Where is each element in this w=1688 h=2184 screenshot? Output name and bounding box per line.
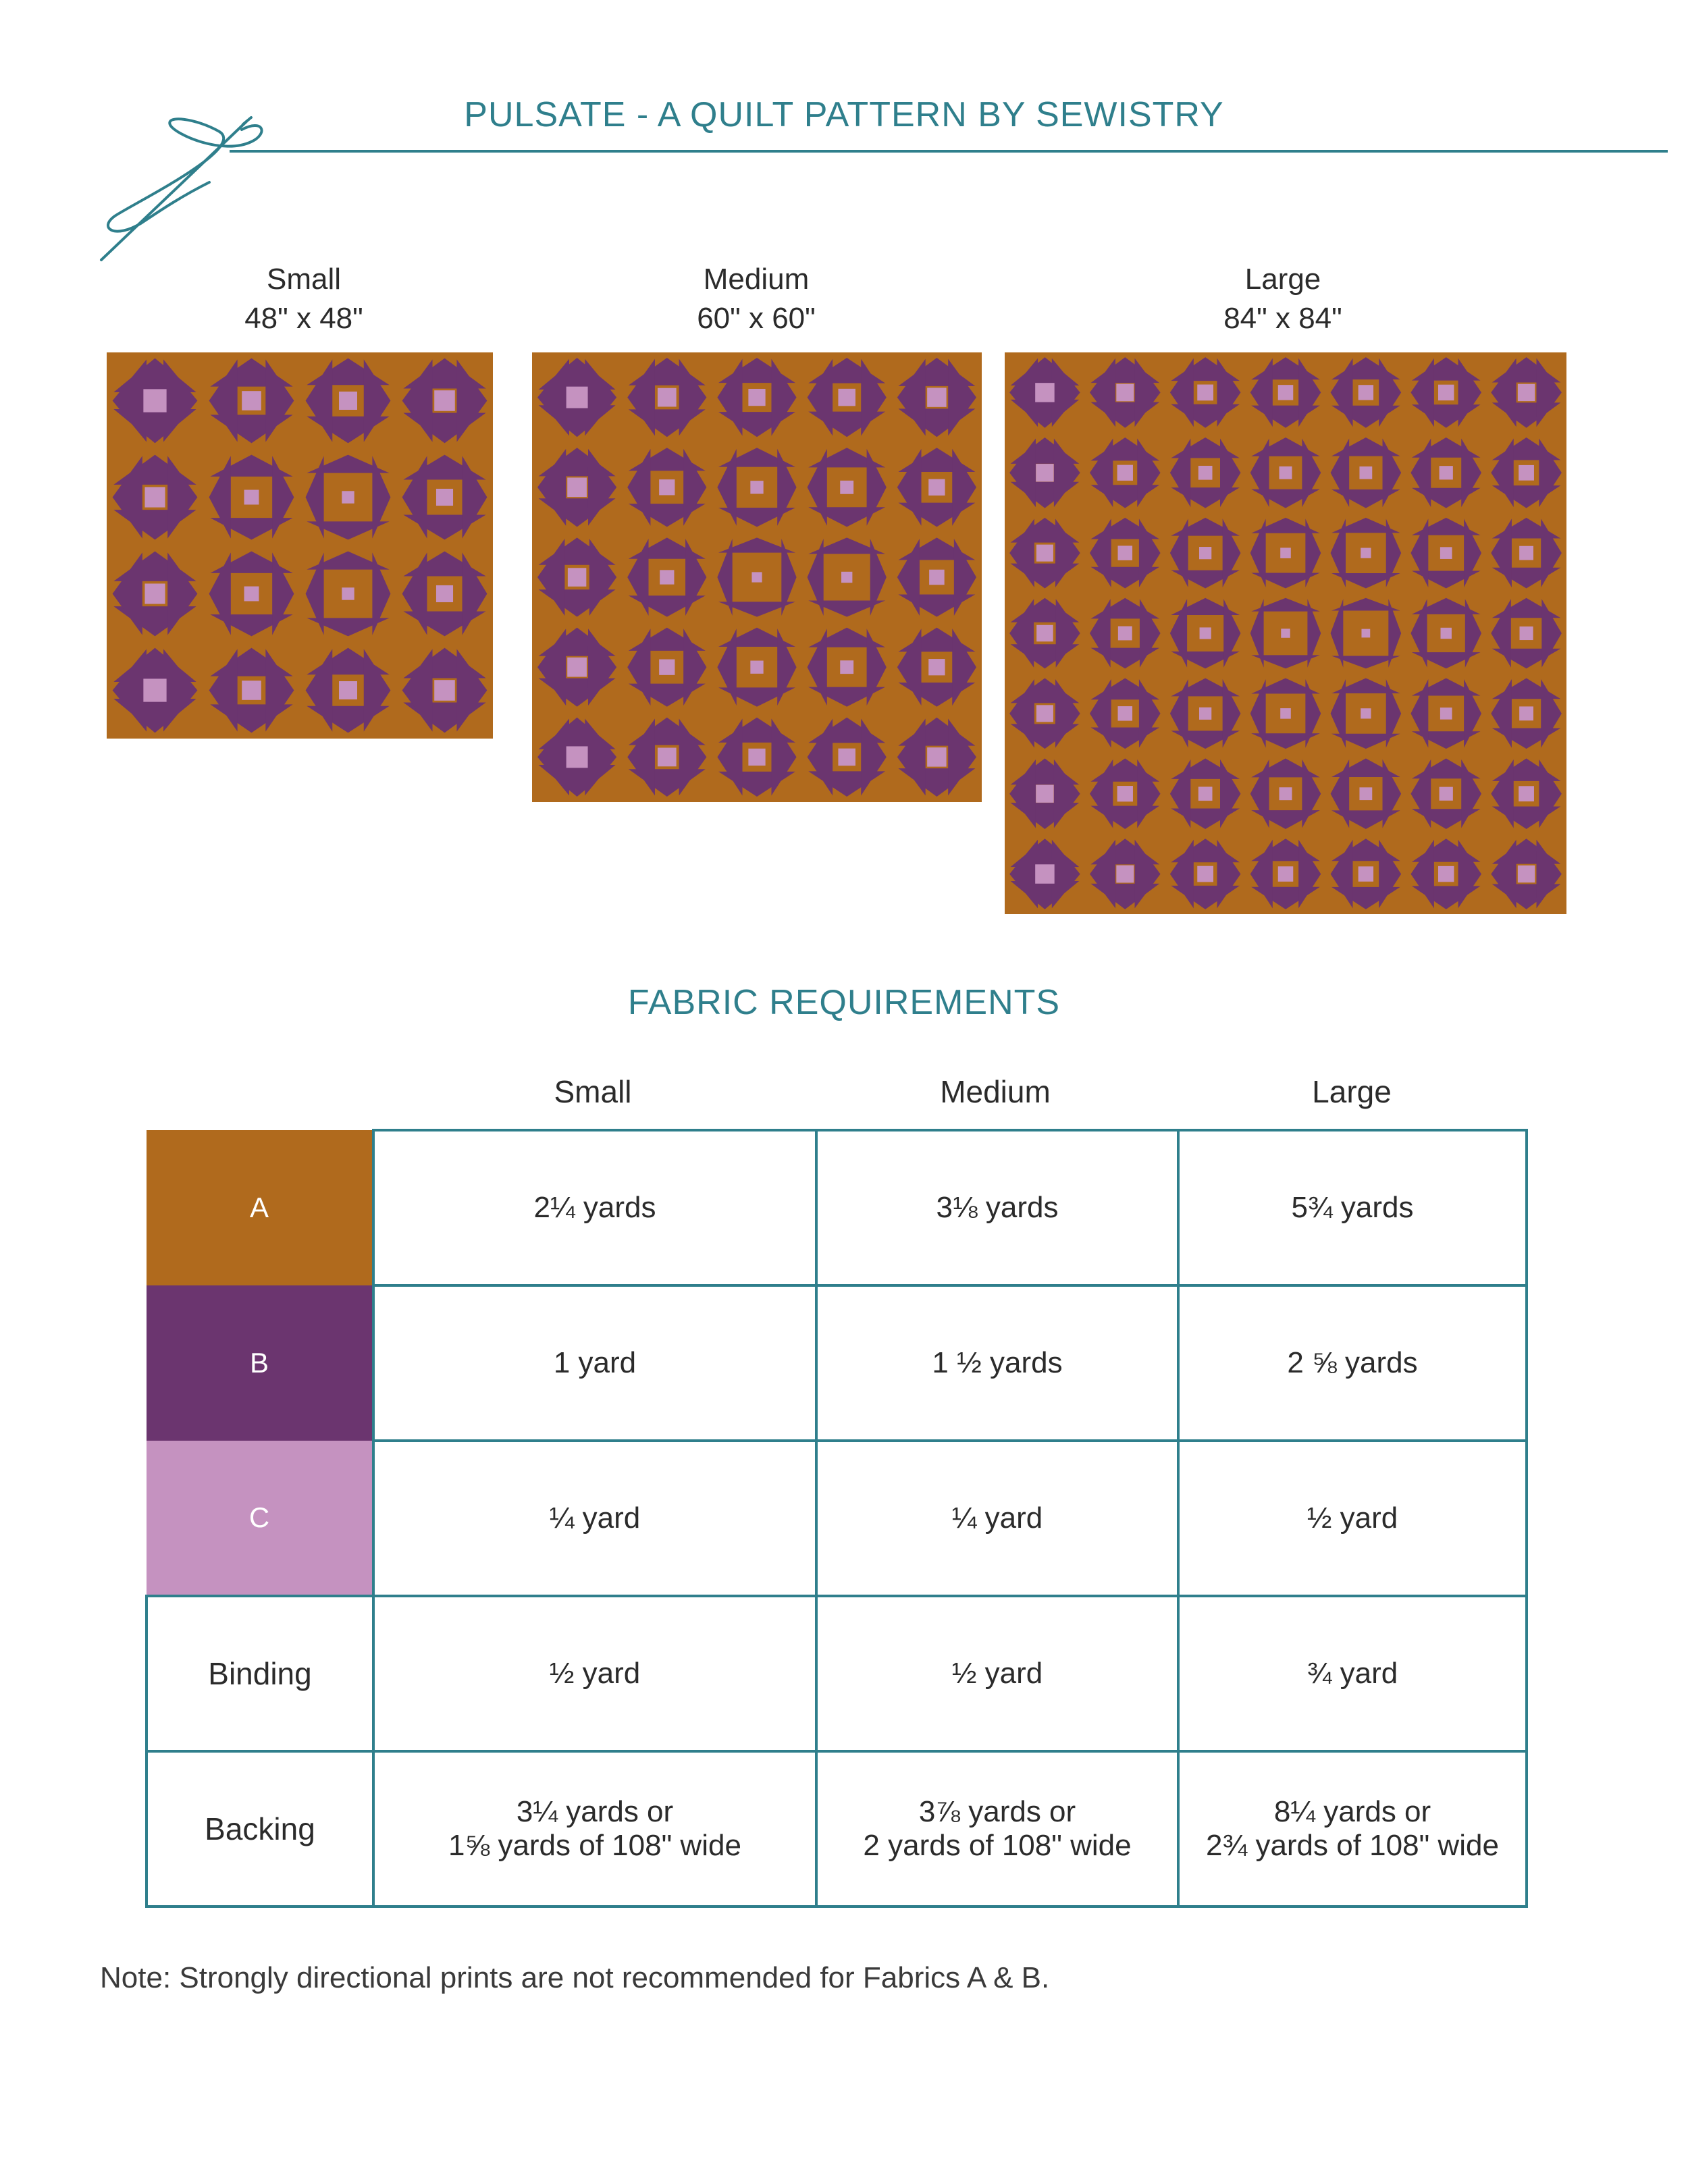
cell-line: 3⅞ yards or <box>918 1795 1076 1828</box>
quilt-center-square <box>342 491 354 503</box>
quilt-center-square <box>1519 706 1533 720</box>
quilt-center-square <box>1361 708 1371 718</box>
quilt-center-square <box>1197 385 1213 401</box>
quilt-center-square <box>838 389 855 406</box>
table-cell: ¾ yard <box>1178 1596 1527 1751</box>
quilt-center-square <box>1440 787 1453 801</box>
cell-line: 1⅝ yards of 108" wide <box>448 1829 741 1862</box>
size-dims: 84" x 84" <box>1223 302 1342 335</box>
quilt-center-square <box>567 477 587 497</box>
fabric-a-swatch: A <box>147 1130 373 1285</box>
quilt-center-square <box>929 570 945 585</box>
size-name: Large <box>1244 263 1321 296</box>
quilt-center-square <box>840 481 853 494</box>
quilt-center-square <box>748 389 765 406</box>
quilt-center-square <box>568 568 586 586</box>
table-row <box>147 1596 1527 1751</box>
quilt-center-square <box>1280 467 1292 479</box>
size-label-small <box>196 260 412 338</box>
cell-line: 8¼ yards or <box>1273 1795 1431 1828</box>
quilt-center-square <box>660 570 674 584</box>
quilt-center-square <box>751 572 762 582</box>
table-row <box>147 1130 1527 1285</box>
quilt-center-square <box>1200 627 1211 639</box>
quilt-center-square <box>1278 385 1294 400</box>
quilt-center-square <box>1440 547 1452 559</box>
quilt-center-square <box>1519 786 1534 801</box>
quilt-center-square <box>1035 383 1055 402</box>
table-cell: ¼ yard <box>816 1441 1178 1596</box>
page-title: PULSATE - A QUILT PATTERN BY SEWISTRY <box>464 95 1224 134</box>
quilt-center-square <box>750 661 763 674</box>
quilt-center-square <box>927 388 946 406</box>
quilt-center-square <box>567 658 587 677</box>
cell-line: 2 yards of 108" wide <box>863 1829 1132 1862</box>
column-header-medium: Medium <box>940 1074 1051 1109</box>
table-cell: 5¾ yards <box>1178 1130 1527 1285</box>
quilt-center-square <box>928 659 945 675</box>
table-cell: 3⅛ yards <box>816 1130 1178 1285</box>
quilt-center-square <box>566 746 588 768</box>
quilt-center-square <box>143 389 166 412</box>
table-row <box>147 1285 1527 1441</box>
size-label-large <box>1175 260 1391 338</box>
quilt-center-square <box>1116 865 1134 883</box>
quilt-center-square <box>1116 383 1134 401</box>
header-rule <box>230 150 1668 153</box>
size-label-medium <box>648 260 864 338</box>
quilt-center-square <box>143 678 166 701</box>
quilt-center-square <box>1118 706 1133 721</box>
row-label-binding: Binding <box>147 1596 373 1751</box>
quilt-center-square <box>841 572 852 583</box>
quilt-center-square <box>1518 865 1535 882</box>
quilt-preview-large <box>1005 352 1566 914</box>
quilt-center-square <box>566 387 588 408</box>
quilt-center-square <box>1280 548 1291 558</box>
quilt-center-square <box>244 587 259 602</box>
table-cell: ¼ yard <box>373 1441 816 1596</box>
quilt-svg <box>1005 352 1566 914</box>
table-cell: ½ yard <box>1178 1441 1527 1596</box>
section-title: FABRIC REQUIREMENTS <box>627 983 1061 1022</box>
quilt-center-square <box>1280 787 1292 800</box>
quilt-center-square <box>1438 385 1454 400</box>
quilt-center-square <box>1118 627 1132 641</box>
quilt-center-square <box>927 747 946 766</box>
cell-line: 3¼ yards or <box>516 1795 674 1828</box>
quilt-center-square <box>1520 627 1533 640</box>
quilt-center-square <box>840 660 853 674</box>
quilt-center-square <box>1519 465 1534 481</box>
quilt-center-square <box>1036 545 1053 562</box>
quilt-center-square <box>1440 466 1453 479</box>
column-header-small: Small <box>554 1074 632 1109</box>
quilt-center-square <box>242 391 261 410</box>
quilt-center-square <box>1278 866 1294 882</box>
quilt-center-square <box>1036 464 1053 481</box>
quilt-center-square <box>1117 786 1133 801</box>
quilt-center-square <box>1361 548 1371 558</box>
quilt-center-square <box>1518 384 1535 401</box>
quilt-center-square <box>1117 465 1133 481</box>
table-cell: 2 ⅝ yards <box>1178 1285 1527 1441</box>
quilt-center-square <box>1199 547 1211 559</box>
quilt-center-square <box>342 587 354 600</box>
quilt-center-square <box>1440 708 1452 720</box>
quilt-center-square <box>434 390 455 411</box>
quilt-center-square <box>1280 708 1291 719</box>
quilt-svg <box>532 352 982 802</box>
quilt-center-square <box>339 681 357 699</box>
quilt-center-square <box>339 392 357 410</box>
quilt-center-square <box>1199 708 1211 720</box>
table-cell <box>373 1751 816 1907</box>
size-name: Medium <box>703 263 810 296</box>
quilt-center-square <box>1519 546 1533 560</box>
note-text: Note: Strongly directional prints are not recommended for Fabrics A & B. <box>100 1961 1050 1994</box>
fabric-c-swatch: C <box>147 1441 373 1596</box>
table-cell <box>1178 1751 1527 1907</box>
quilt-center-square <box>1359 866 1373 881</box>
quilt-center-square <box>838 749 855 766</box>
quilt-center-square <box>436 585 453 602</box>
table-cell <box>816 1751 1178 1907</box>
quilt-center-square <box>1036 785 1053 803</box>
quilt-center-square <box>1359 385 1373 400</box>
cell-line: 2¾ yards of 108" wide <box>1206 1829 1499 1862</box>
quilt-center-square <box>1197 866 1213 882</box>
quilt-center-square <box>242 681 261 700</box>
table-cell: ½ yard <box>816 1596 1178 1751</box>
quilt-center-square <box>1359 787 1372 800</box>
quilt-center-square <box>244 490 259 505</box>
row-label-backing: Backing <box>147 1751 373 1907</box>
quilt-center-square <box>1198 466 1213 480</box>
quilt-center-square <box>659 660 675 675</box>
table-cell: 1 ½ yards <box>816 1285 1178 1441</box>
quilt-center-square <box>1359 467 1372 479</box>
quilt-center-square <box>1198 787 1213 801</box>
table-row <box>147 1751 1527 1907</box>
quilt-preview-medium <box>532 352 982 802</box>
quilt-center-square <box>1036 625 1053 642</box>
fabric-b-swatch: B <box>147 1285 373 1441</box>
quilt-center-square <box>1035 864 1055 884</box>
table-cell: 2¼ yards <box>373 1130 816 1285</box>
quilt-center-square <box>1281 629 1290 638</box>
quilt-center-square <box>1438 866 1454 882</box>
size-name: Small <box>266 263 342 296</box>
quilt-center-square <box>658 748 677 767</box>
quilt-center-square <box>436 489 453 506</box>
table-cell: ½ yard <box>373 1596 816 1751</box>
quilt-svg <box>107 352 493 739</box>
table-cell: 1 yard <box>373 1285 816 1441</box>
size-dims: 48" x 48" <box>244 302 363 335</box>
quilt-center-square <box>748 749 765 766</box>
quilt-center-square <box>1440 628 1451 639</box>
quilt-center-square <box>1118 545 1133 560</box>
quilt-center-square <box>1361 629 1370 638</box>
table-row <box>147 1441 1527 1596</box>
quilt-center-square <box>144 583 165 604</box>
size-dims: 60" x 60" <box>697 302 816 335</box>
quilt-center-square <box>144 487 165 507</box>
quilt-center-square <box>750 481 763 494</box>
column-header-large: Large <box>1312 1074 1392 1109</box>
quilt-center-square <box>658 388 677 407</box>
quilt-preview-small <box>107 352 493 739</box>
quilt-center-square <box>434 680 455 701</box>
needle-thread-logo <box>95 115 270 270</box>
quilt-center-square <box>1036 705 1053 722</box>
quilt-center-square <box>928 479 945 496</box>
fabric-requirements-table <box>145 1129 1528 1908</box>
quilt-center-square <box>659 479 675 495</box>
